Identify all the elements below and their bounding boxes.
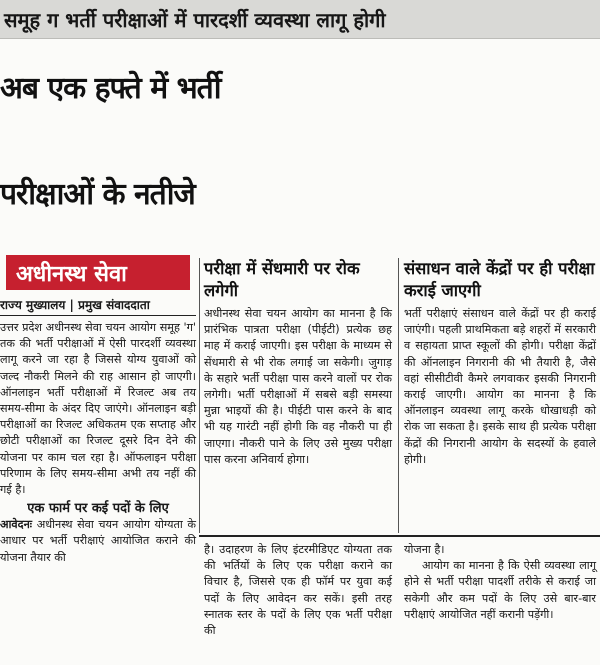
badge-stripe	[0, 255, 6, 290]
column-2-paragraph-1: अधीनस्थ सेवा चयन आयोग का मानना है कि प्रारंभिक पात्रता परीक्षा (पीईटी) प्रत्येक छह माह में कराई जाएगी। इस परीक्षा के माध्यम से सेंधमारी से भी रोक लगाई जा सकेगी। जुगाड़ के सहारे भर्ती परीक्षा पास करने वालों पर रोक लगेगी। भर्ती परीक्षाओं में सबसे बड़ी समस्या मुन्ना भाइयों की है। पीईटी पास करने के बाद भी यह गारंटी नहीं होगी कि वह नौकरी पा ही जाएगा। नौकरी पाने के लिए उसे मुख्य परीक्षा पास करना अनिवार्य होगा।	[204, 307, 392, 466]
headline-line-1: अब एक हफ्ते में भर्ती	[0, 71, 221, 106]
column-divider-1	[199, 258, 200, 533]
byline: राज्य मुख्यालय | प्रमुख संवाददाता	[0, 298, 150, 312]
column-2-heading: परीक्षा में सेंधमारी पर रोक लगेगी	[204, 259, 360, 300]
column-3-paragraph-2: योजना है।	[404, 543, 445, 556]
column-divider-2	[398, 258, 399, 533]
column-3-paragraph-1: भर्ती परीक्षाएं संसाधन वाले केंद्रों पर ही कराई जाएंगी। पहली प्राथमिकता बड़े शहरों में सरकारी व सहायता प्राप्त स्कूलों की होगी। परीक्षा केंद्रों की ऑनलाइन निगरानी की भी तैयारी है, जैसे वहां सीसीटीवी कैमरे लगवाकर इसकी निगरानी कराई जाएगी। आयोग का मानना है कि ऑनलाइन व्यवस्था लागू करके धोखाधड़ी को रोक जा सकता है। इसके साथ ही प्रत्येक परीक्षा केंद्रों की निगरानी आयोग के सदस्यों के हवाले होगी।	[404, 307, 596, 466]
column-1-subhead-lead: आवेदनः	[0, 518, 33, 532]
byline-rule	[0, 315, 196, 316]
column-1-subhead: एक फार्म पर कई पदों के लिए	[27, 501, 169, 517]
section-badge	[0, 255, 190, 290]
column-3-continuation	[404, 542, 596, 623]
column-1-paragraph-1: उत्तर प्रदेश अधीनस्थ सेवा चयन आयोग समूह 'ग' तक की भर्ती परीक्षाओं में ऐसी पारदर्शी व्यवस्था लागू करने जा रहा है जिससे योग्य युवाओं को जल्द नौकरी मिलने की राह आसान हो जाएगी। ऑनलाइन भर्ती परीक्षाओं में रिजल्ट अब तय समय-सीमा के अंदर दिए जाएंगे। ऑनलाइन बड़ी परीक्षाओं का रिजल्ट अधिकतम एक सप्ताह और छोटी परीक्षाओं का रिजल्ट दूसरे दिन देने की योजना पर काम चल रहा है। ऑफलाइन परीक्षा परिणाम के लिए समय-सीमा अभी तय नहीं की गई है।	[0, 321, 196, 497]
headline-line-2: परीक्षाओं के नतीजे	[0, 177, 195, 212]
badge-label: अधीनस्थ सेवा	[16, 262, 127, 287]
column-3-heading: संसाधन वाले केंद्रों पर ही परीक्षा कराई जाएगी	[404, 259, 595, 300]
column-2-paragraph-2: है। उदाहरण के लिए इंटरमीडिएट योग्यता तक की भर्तियों के लिए एक परीक्षा कराने का विचार है, जिससे एक ही फॉर्म पर युवा कई पदों के लिए आवेदन कर सकें। इसी तरह स्नातक स्तर के पदों के लिए एक भर्ती परीक्षा की	[204, 543, 392, 638]
box-bottom-rule	[199, 535, 600, 537]
column-1-paragraph-2	[0, 517, 196, 566]
column-1	[0, 320, 196, 566]
column-1-paragraph-2-text: अधीनस्थ सेवा चयन आयोग योग्यता के आधार पर भर्ती परीक्षाएं आयोजित कराने की योजना तैयार की	[0, 518, 196, 564]
kicker-bar	[0, 0, 600, 39]
column-3-paragraph-3: आयोग का मानना है कि ऐसी व्यवस्था लागू होने से भर्ती परीक्षा पादर्शी तरीके से कराई जा सकेगी और कम पदों के लिए उसे बार-बार परीक्षाएं आयोजित नहीं करानी पड़ेंगी।	[404, 559, 596, 621]
kicker-text: समूह ग भर्ती परीक्षाओं में पारदर्शी व्यवस्था लागू होगी	[4, 8, 386, 32]
